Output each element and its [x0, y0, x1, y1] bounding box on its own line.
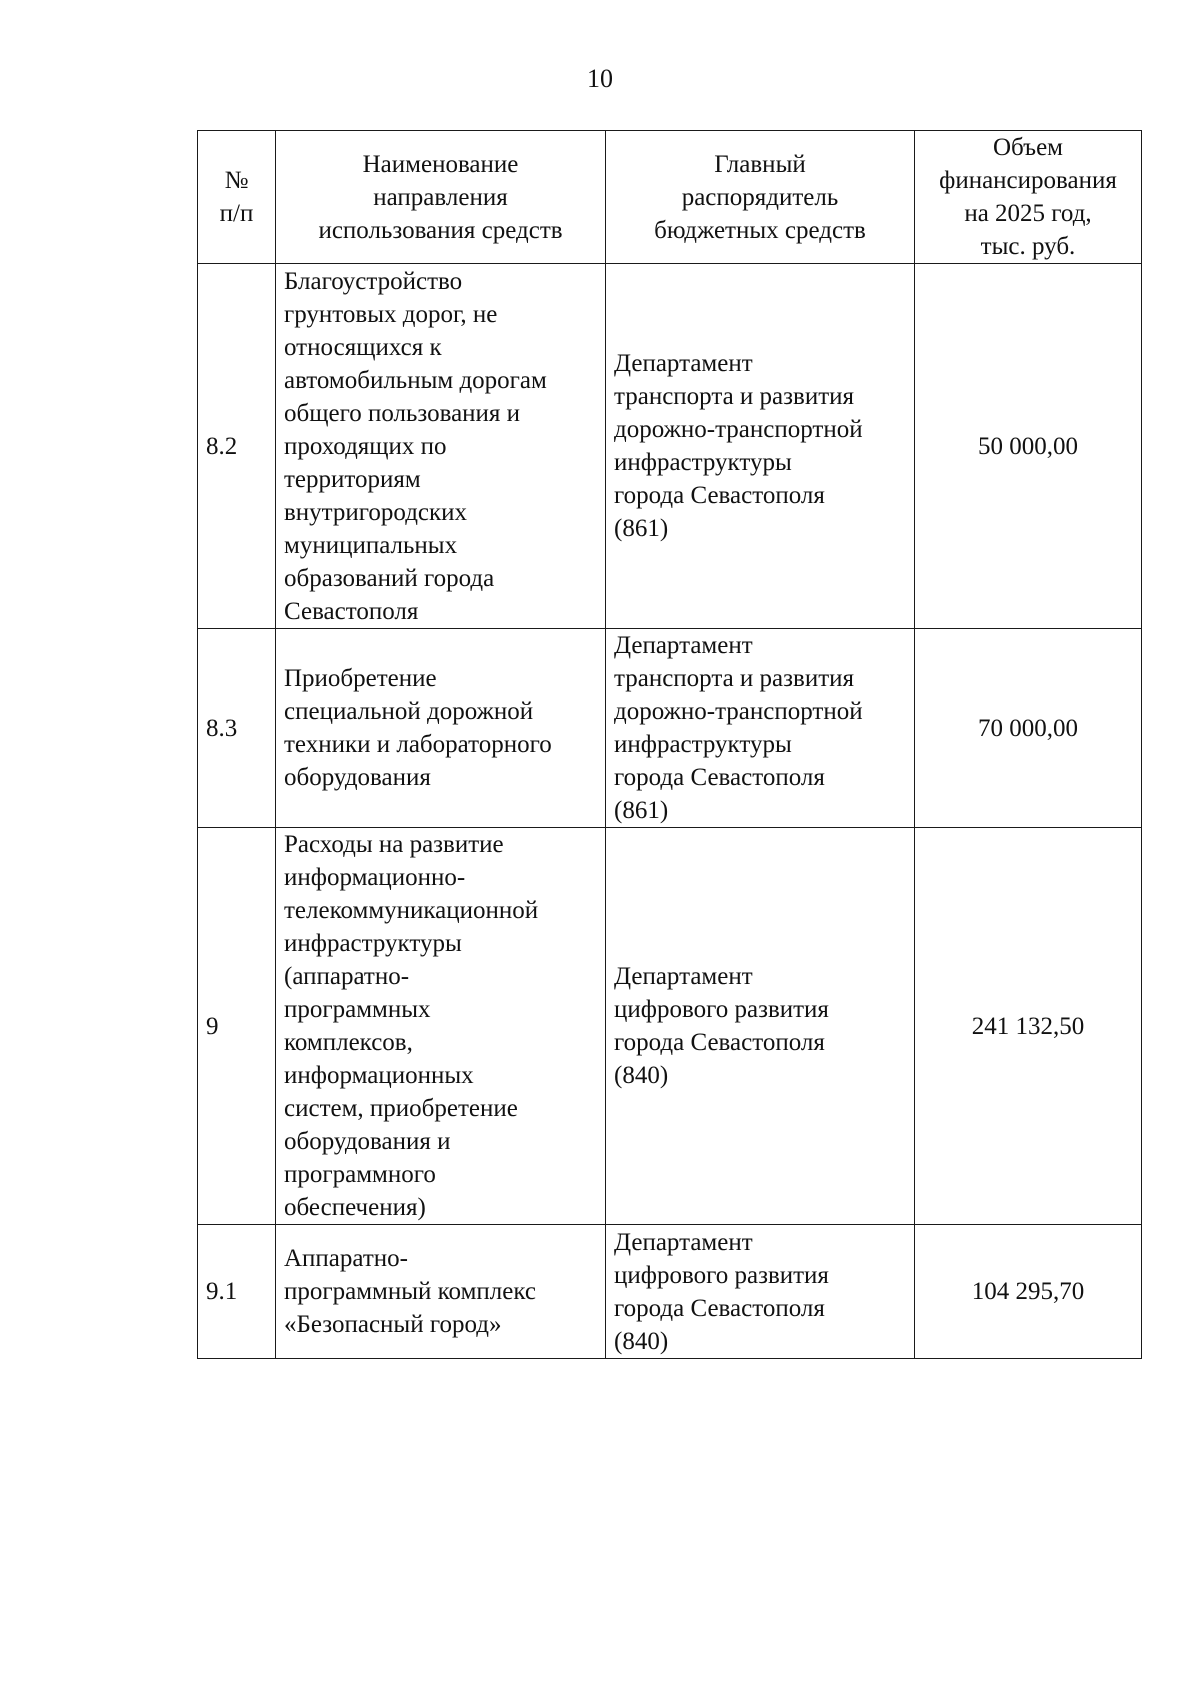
row-purpose: Аппаратно- программный комплекс «Безопасный город» — [276, 1225, 606, 1359]
table-row — [198, 264, 1142, 629]
header-number: № п/п — [198, 131, 276, 264]
row-number: 8.3 — [198, 629, 276, 828]
page-number: 10 — [587, 64, 613, 93]
table-row — [198, 1225, 1142, 1359]
row-budget-manager: Департамент цифрового развития города Севастополя (840) — [606, 1225, 915, 1359]
table-row — [198, 828, 1142, 1225]
row-number: 9 — [198, 828, 276, 1225]
row-budget-manager: Департамент транспорта и развития дорожно-транспортной инфраструктуры города Севастополя (861) — [606, 629, 915, 828]
header-funding-amount: Объем финансирования на 2025 год, тыс. руб. — [915, 131, 1142, 264]
header-purpose: Наименование направления использования средств — [276, 131, 606, 264]
row-funding-amount: 70 000,00 — [915, 629, 1142, 828]
table-header-row — [198, 131, 1142, 264]
row-funding-amount: 50 000,00 — [915, 264, 1142, 629]
header-budget-manager: Главный распорядитель бюджетных средств — [606, 131, 915, 264]
row-number: 9.1 — [198, 1225, 276, 1359]
row-budget-manager: Департамент цифрового развития города Севастополя (840) — [606, 828, 915, 1225]
row-number: 8.2 — [198, 264, 276, 629]
row-purpose: Благоустройство грунтовых дорог, не относящихся к автомобильным дорогам общего пользования и проходящих по территориям внутригородских муниципальных образований города Севастополя — [276, 264, 606, 629]
budget-table — [197, 130, 1142, 1359]
table-row — [198, 629, 1142, 828]
row-budget-manager: Департамент транспорта и развития дорожно-транспортной инфраструктуры города Севастополя (861) — [606, 264, 915, 629]
row-funding-amount: 104 295,70 — [915, 1225, 1142, 1359]
row-purpose: Расходы на развитие информационно- телекоммуникационной инфраструктуры (аппаратно- программных комплексов, информационных систем, приобретение оборудования и программного обеспечения) — [276, 828, 606, 1225]
row-funding-amount: 241 132,50 — [915, 828, 1142, 1225]
row-purpose: Приобретение специальной дорожной техники и лабораторного оборудования — [276, 629, 606, 828]
